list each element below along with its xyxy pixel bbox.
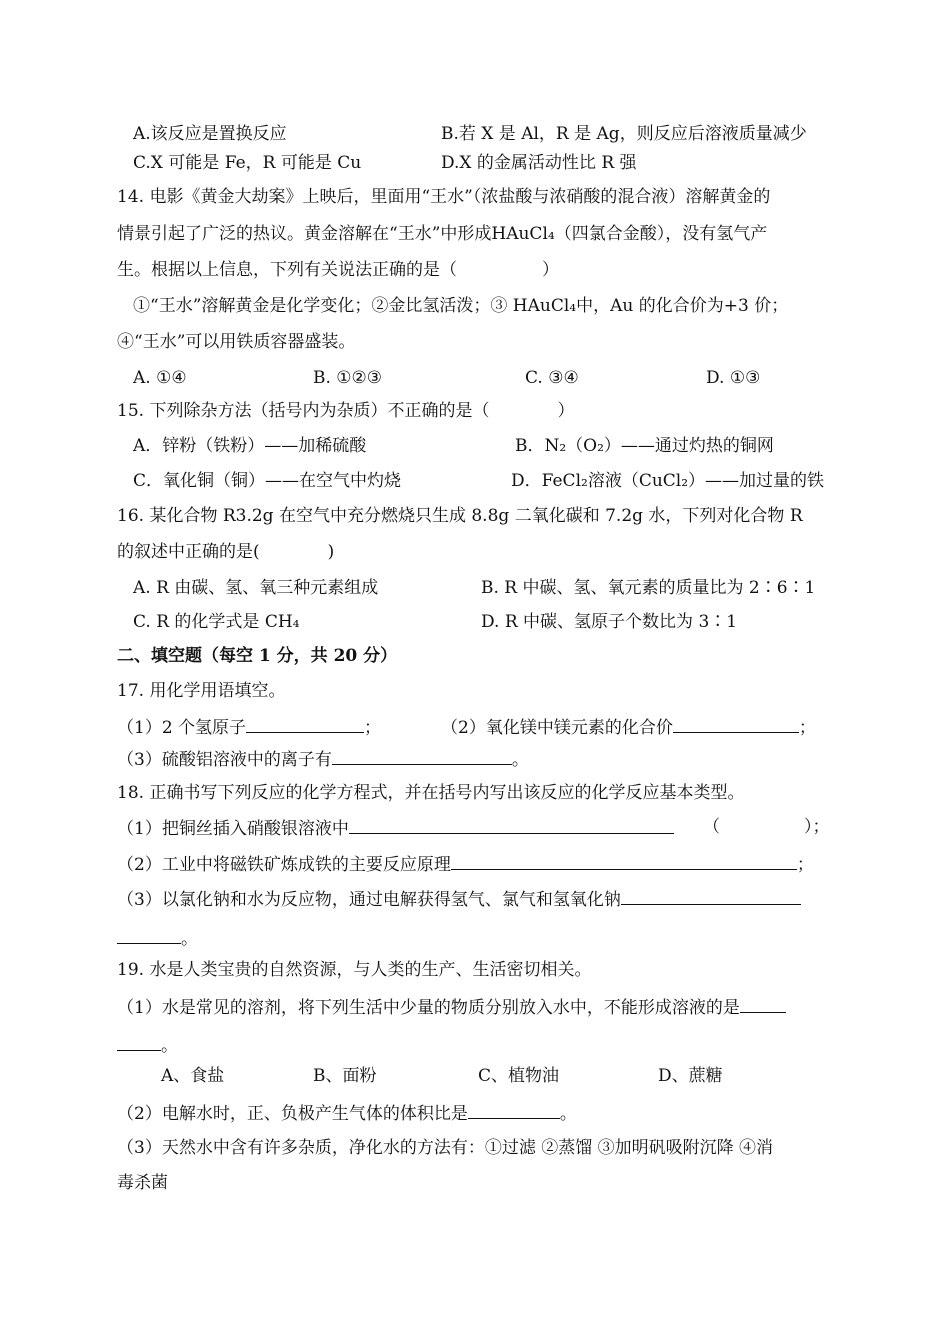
q17-part3: （3）硫酸铝溶液中的离子有 。 bbox=[117, 746, 529, 772]
q18-part3: （3）以氯化钠和水为反应物，通过电解获得氢气、氯气和氢氧化钠 bbox=[117, 886, 801, 912]
q15-stem: 15. 下列除杂方法（括号内为杂质）不正确的是（ ） bbox=[117, 401, 575, 421]
q15-option-b: B．N₂（O₂）——通过灼热的铜网 bbox=[515, 436, 774, 456]
q19-part2: （2）电解水时，正、负极产生气体的体积比是 。 bbox=[117, 1100, 577, 1126]
q14-option-b: B. ①②③ bbox=[313, 368, 383, 388]
q13-option-d: D.X 的金属活动性比 R 强 bbox=[441, 153, 637, 173]
q15-option-d: D．FeCl₂溶液（CuCl₂）——加过量的铁 bbox=[511, 471, 825, 491]
q16-option-b: B. R 中碳、氢、氧元素的质量比为 2∶6∶1 bbox=[481, 578, 816, 598]
q19-option-d: D、蔗糖 bbox=[658, 1066, 723, 1086]
q19-blank2[interactable] bbox=[468, 1100, 560, 1119]
q19-part1-cont: 。 bbox=[117, 1032, 178, 1058]
q14-statements-line2: ④“王水”可以用铁质容器盛装。 bbox=[117, 332, 356, 352]
q18-blank1[interactable] bbox=[349, 815, 674, 834]
q17-blank3[interactable] bbox=[332, 746, 512, 765]
q14-option-a: A. ①④ bbox=[133, 368, 187, 388]
q14-stem-line2: 情景引起了广泛的热议。黄金溶解在“王水”中形成HAuCl₄（四氯合金酸），没有氢气产 bbox=[117, 224, 768, 244]
q17-blank2[interactable] bbox=[673, 714, 799, 733]
q16-stem-line1: 16. 某化合物 R3.2g 在空气中充分燃烧只生成 8.8g 二氧化碳和 7.2g 水，下列对化合物 R bbox=[117, 506, 803, 526]
q16-option-c: C. R 的化学式是 CH₄ bbox=[133, 612, 300, 632]
section-title: 二、填空题（每空 1 分，共 20 分） bbox=[117, 646, 398, 666]
q16-stem-line2: 的叙述中正确的是( ) bbox=[117, 542, 335, 562]
q14-stem-line1: 14. 电影《黄金大劫案》上映后，里面用“王水”（浓盐酸与浓硝酸的混合液）溶解黄金的 bbox=[117, 187, 771, 207]
q18-blank2[interactable] bbox=[451, 851, 797, 870]
q13-option-c: C.X 可能是 Fe，R 可能是 Cu bbox=[133, 153, 362, 173]
q19-option-c: C、植物油 bbox=[478, 1066, 560, 1086]
q19-part3-cont: 毒杀菌 bbox=[117, 1173, 168, 1193]
q17-blank1[interactable] bbox=[246, 714, 364, 733]
q17-stem: 17. 用化学用语填空。 bbox=[117, 681, 286, 701]
q15-option-a: A．锌粉（铁粉）——加稀硫酸 bbox=[133, 436, 367, 456]
q19-blank1-cont[interactable] bbox=[117, 1032, 161, 1051]
q18-stem: 18. 正确书写下列反应的化学方程式，并在括号内写出该反应的化学反应基本类型。 bbox=[117, 783, 745, 803]
q17-part1: （1）2 个氢原子 ； bbox=[117, 714, 381, 740]
q18-blank3[interactable] bbox=[621, 886, 801, 905]
q19-option-a: A、食盐 bbox=[161, 1066, 225, 1086]
q15-option-c: C．氧化铜（铜）——在空气中灼烧 bbox=[133, 471, 402, 491]
q19-option-b: B、面粉 bbox=[313, 1066, 377, 1086]
q14-option-d: D. ①③ bbox=[706, 368, 761, 388]
q16-option-a: A. R 由碳、氢、氧三种元素组成 bbox=[133, 578, 379, 598]
q19-part1: （1）水是常见的溶剂，将下列生活中少量的物质分别放入水中，不能形成溶液的是 bbox=[117, 994, 786, 1020]
q18-blank3-cont[interactable] bbox=[117, 925, 181, 944]
q16-option-d: D. R 中碳、氢原子个数比为 3∶1 bbox=[481, 612, 738, 632]
q19-blank1[interactable] bbox=[740, 994, 786, 1013]
q18-part3-cont: 。 bbox=[117, 925, 198, 951]
q18-part2: （2）工业中将磁铁矿炼成铁的主要反应原理 ； bbox=[117, 851, 814, 877]
q18-part1: （1）把铜丝插入硝酸银溶液中 bbox=[117, 815, 674, 841]
q14-stem-line3: 生。根据以上信息，下列有关说法正确的是（ ） bbox=[117, 260, 559, 280]
q17-part2: （2）氧化镁中镁元素的化合价 ； bbox=[441, 714, 816, 740]
q13-option-b: B.若 X 是 Al，R 是 Ag，则反应后溶液质量减少 bbox=[441, 124, 807, 144]
q14-statements-line1: ①“王水”溶解黄金是化学变化；②金比氢活泼；③ HAuCl₄中，Au 的化合价为+3 价； bbox=[133, 296, 789, 316]
q13-option-a: A.该反应是置换反应 bbox=[133, 124, 287, 144]
q14-option-c: C. ③④ bbox=[525, 368, 579, 388]
q19-stem: 19. 水是人类宝贵的自然资源，与人类的生产、生活密切相关。 bbox=[117, 960, 592, 980]
q19-part3: （3）天然水中含有许多杂质，净化水的方法有：①过滤 ②蒸馏 ③加明矾吸附沉降 ④消 bbox=[117, 1138, 774, 1158]
q18-part1-type: （ ）； bbox=[703, 817, 830, 837]
